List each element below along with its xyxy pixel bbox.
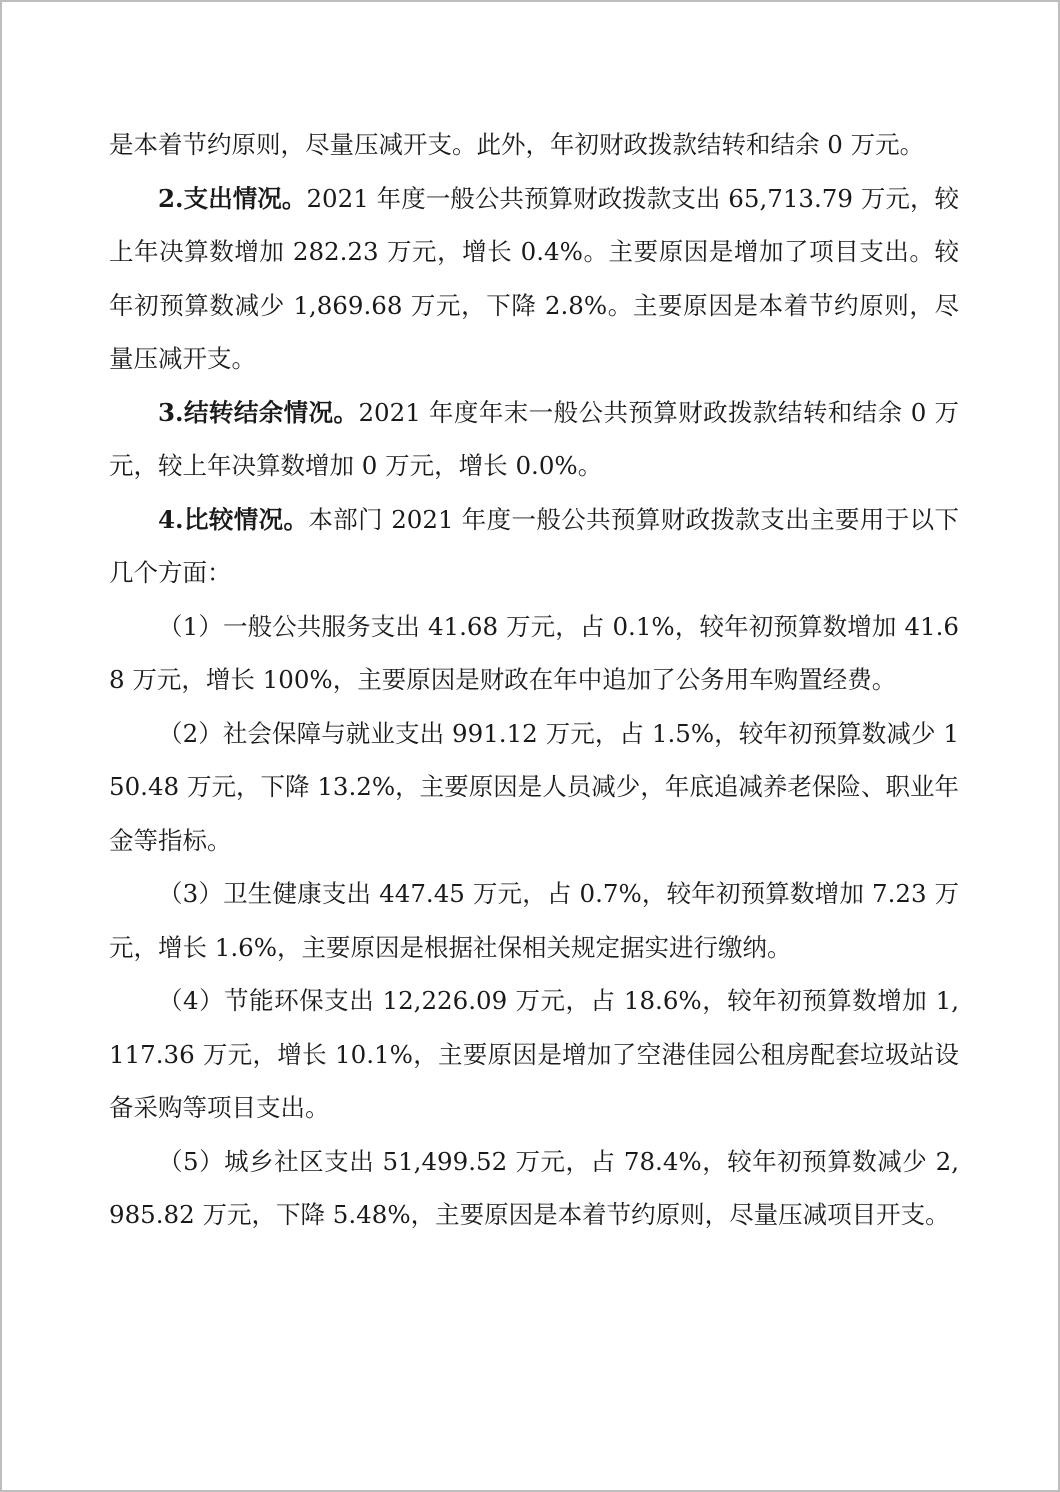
- paragraph-text: 2021 年度一般公共预算财政拨款支出 65,713.79 万元，较上年决算数增加 282.23 万元，增长 0.4%。主要原因是增加了项目支出。较年初预算数减少 1,869.68 万元，下降 2.8%。主要原因是本着节约原则，尽量压减开支。: [109, 183, 960, 373]
- paragraph-text: （1）一般公共服务支出 41.68 万元，占 0.1%，较年初预算数增加 41.68 万元，增长 100%，主要原因是财政在年中追加了公务用车购置经费。: [109, 611, 959, 694]
- section-heading: 2.支出情况。: [158, 183, 307, 213]
- paragraph-expenditure: [109, 172, 959, 386]
- list-item-social-security: [109, 707, 959, 868]
- section-heading: 4.比较情况。: [158, 504, 309, 534]
- list-item-general-services: [109, 600, 959, 707]
- list-item-health: [109, 867, 959, 974]
- paragraph-text: 本部门 2021 年度一般公共预算财政拨款支出主要用于以下几个方面：: [109, 504, 959, 587]
- paragraph-carryover: [109, 386, 959, 493]
- paragraph-text: （4）节能环保支出 12,226.09 万元，占 18.6%，较年初预算数增加 1,117.36 万元，增长 10.1%，主要原因是增加了空港佳园公租房配套垃圾站设备采购等项目支出。: [109, 986, 959, 1122]
- paragraph-text: 2021 年度年末一般公共预算财政拨款结转和结余 0 万元，较上年决算数增加 0 万元，增长 0.0%。: [109, 397, 959, 480]
- paragraph-text: （5）城乡社区支出 51,499.52 万元，占 78.4%，较年初预算数减少 2,985.82 万元，下降 5.48%，主要原因是本着节约原则，尽量压减项目开支。: [109, 1146, 959, 1229]
- paragraph-comparison: [109, 493, 959, 600]
- list-item-urban-rural: [109, 1135, 959, 1242]
- paragraph-text: （3）卫生健康支出 447.45 万元，占 0.7%，较年初预算数增加 7.23 万元，增长 1.6%，主要原因是根据社保相关规定据实进行缴纳。: [109, 879, 959, 962]
- paragraph-text: （2）社会保障与就业支出 991.12 万元，占 1.5%，较年初预算数减少 150.48 万元，下降 13.2%，主要原因是人员减少，年底追减养老保险、职业年金等指标。: [109, 718, 959, 855]
- document-body: [109, 118, 959, 1242]
- paragraph-text: 是本着节约原则，尽量压减开支。此外，年初财政拨款结转和结余 0 万元。: [109, 130, 925, 159]
- list-item-environment: [109, 974, 959, 1135]
- paragraph-continuation: [109, 118, 959, 172]
- section-heading: 3.结转结余情况。: [158, 397, 359, 427]
